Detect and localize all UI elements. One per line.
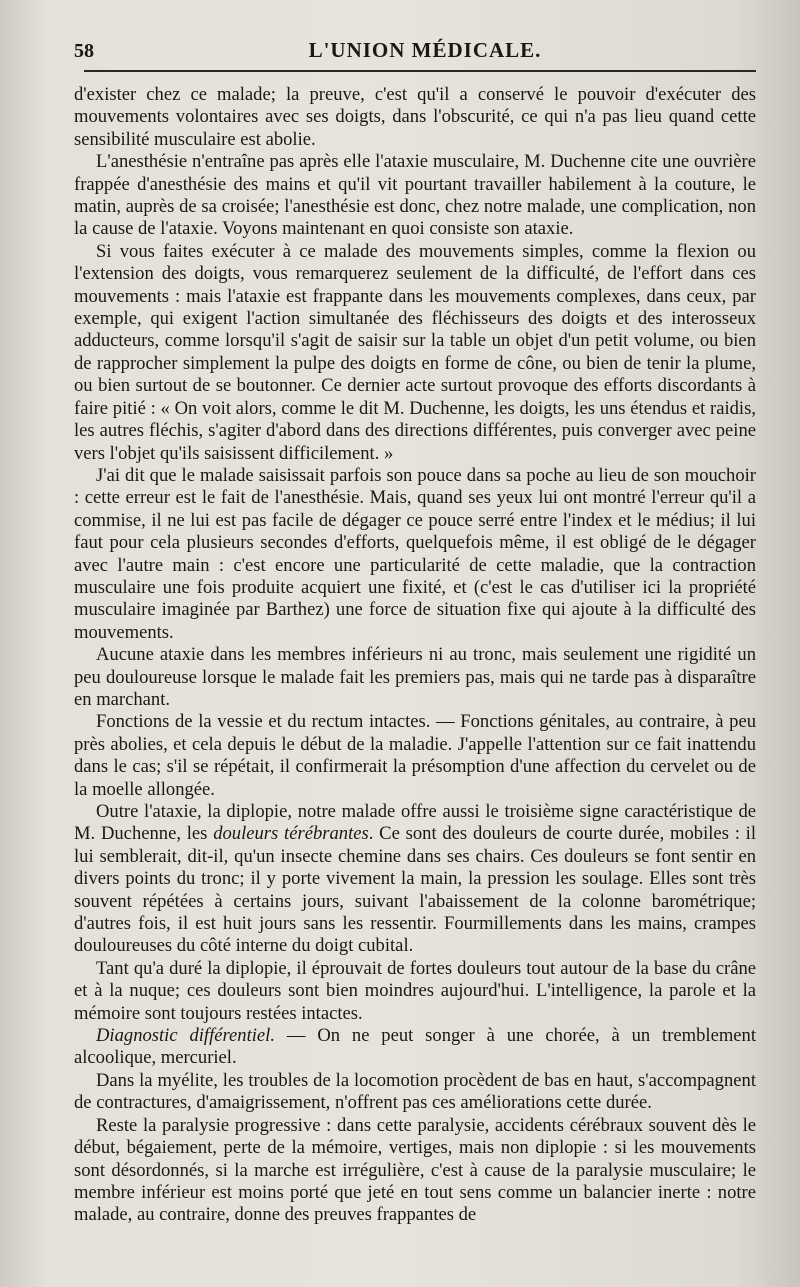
paragraph-text: . Ce sont des douleurs de courte durée, mobiles : il lui semblerait, dit-il, qu'un insecte chemine dans ses chairs. Ces douleurs se font sentir en divers points du tronc; il y porte vivement la main, la pression les soulage. Elles sont très souvent répétées à certains jours, suivant l'abaissement de la colonne barométrique; d'autres fois, il est huit jours sans les ressentir. Fourmillements dans les mains, crampes douloureuses du côté interne du doigt cubital. bbox=[74, 823, 756, 957]
paragraph bbox=[74, 801, 756, 958]
header-rule bbox=[84, 70, 756, 72]
running-title: L'UNION MÉDICALE. bbox=[308, 38, 542, 62]
paragraph bbox=[74, 1025, 756, 1070]
page-header bbox=[74, 30, 756, 66]
paragraph: Reste la paralysie progressive : dans cette paralysie, accidents cérébraux souvent dès le début, bégaiement, perte de la mémoire, vertiges, mais non diplopie : si les mouvements sont désordonnés, si la marche est irrégulière, c'est à cause de la paralysie musculaire; le membre inférieur est moins porté que jeté en tout sens comme un balancier inerte : notre malade, au contraire, donne des preuves frappantes de bbox=[74, 1114, 756, 1226]
paragraph-text: Outre l'ataxie, la diplopie, notre malade offre aussi le troisième signe caractéristique de M. Duchenne, les bbox=[74, 801, 756, 845]
section-heading-italic: Diagnostic différentiel. bbox=[96, 1025, 276, 1047]
body-text bbox=[74, 84, 756, 1227]
italic-term: douleurs térébrantes bbox=[213, 823, 369, 845]
paragraph: Fonctions de la vessie et du rectum intactes. — Fonctions génitales, au contraire, à peu près abolies, et cela depuis le début de la maladie. J'appelle l'attention sur ce fait inattendu dans le cas; s'il se répétait, il confirmerait la présomption d'une affection du cervelet ou de la moelle allongée. bbox=[74, 711, 756, 800]
paragraph: Tant qu'a duré la diplopie, il éprouvait de fortes douleurs tout autour de la base du crâne et à la nuque; ces douleurs sont bien moindres aujourd'hui. L'intelligence, la parole et la mémoire sont toujours restées intactes. bbox=[74, 957, 756, 1024]
paragraph: L'anesthésie n'entraîne pas après elle l'ataxie musculaire, M. Duchenne cite une ouvrière frappée d'anesthésie des mains et qu'il vit pourtant travailler habilement à la couture, le matin, auprès de sa croisée; l'anesthésie est donc, chez notre malade, une complication, non la cause de l'ataxie. Voyons maintenant en quoi consiste son ataxie. bbox=[74, 151, 756, 240]
paragraph: d'exister chez ce malade; la preuve, c'est qu'il a conservé le pouvoir d'exécuter des mouvements volontaires avec ses doigts, dans l'obscurité, ce qui n'a pas lieu quand cette sensibilité musculaire est abolie. bbox=[74, 84, 756, 150]
paragraph: Si vous faites exécuter à ce malade des mouvements simples, comme la flexion ou l'extension des doigts, vous remarquerez seulement de la difficulté, de l'effort dans ces mouvements : mais l'ataxie est frappante dans les mouvements complexes, dans ceux, par exemple, qui exigent l'action simultanée des fléchisseurs des doigts et des interosseux adducteurs, comme lorsqu'il s'agit de saisir sur la table un objet d'un petit volume, ou bien de rapprocher simplement la pulpe des doigts en forme de cône, ou bien de tenir la plume, ou bien surtout de se boutonner. Ce dernier acte surtout provoque des efforts discordants à faire pitié : « On voit alors, comme le dit M. Duchenne, les doigts, les uns étendus et raidis, les autres fléchis, s'agiter d'abord dans des directions différentes, puis converger avec peine vers l'objet qu'ils saisissent difficilement. » bbox=[74, 240, 756, 464]
page-number: 58 bbox=[74, 40, 94, 62]
paragraph: Aucune ataxie dans les membres inférieurs ni au tronc, mais seulement une rigidité un peu douloureuse lorsque le malade fait les premiers pas, mais qui ne tarde pas à disparaître en marchant. bbox=[74, 644, 756, 710]
paragraph: J'ai dit que le malade saisissait parfois son pouce dans sa poche au lieu de son mouchoir : cette erreur est le fait de l'anesthésie. Mais, quand ses yeux lui ont montré l'erreur qu'il a commise, il ne lui est pas facile de dégager ce pouce serré entre l'index et le médius; il lui faut pour cela plusieurs secondes d'efforts, quelquefois même, il est obligé de le dégager avec l'autre main : c'est encore une particularité de cette maladie, que la contraction musculaire une fois produite acquiert une fixité, et (c'est le cas d'utiliser ici la propriété musculaire imaginée par Barthez) une force de situation fixe qui ajoute à la difficulté des mouvements. bbox=[74, 464, 756, 643]
paragraph: Dans la myélite, les troubles de la locomotion procèdent de bas en haut, s'accompagnent de contractures, d'amaigrissement, n'offrent pas ces améliorations cette durée. bbox=[74, 1069, 756, 1114]
paragraph-text: — On ne peut songer à une chorée, à un tremblement alcoolique, mercuriel. bbox=[74, 1025, 756, 1069]
